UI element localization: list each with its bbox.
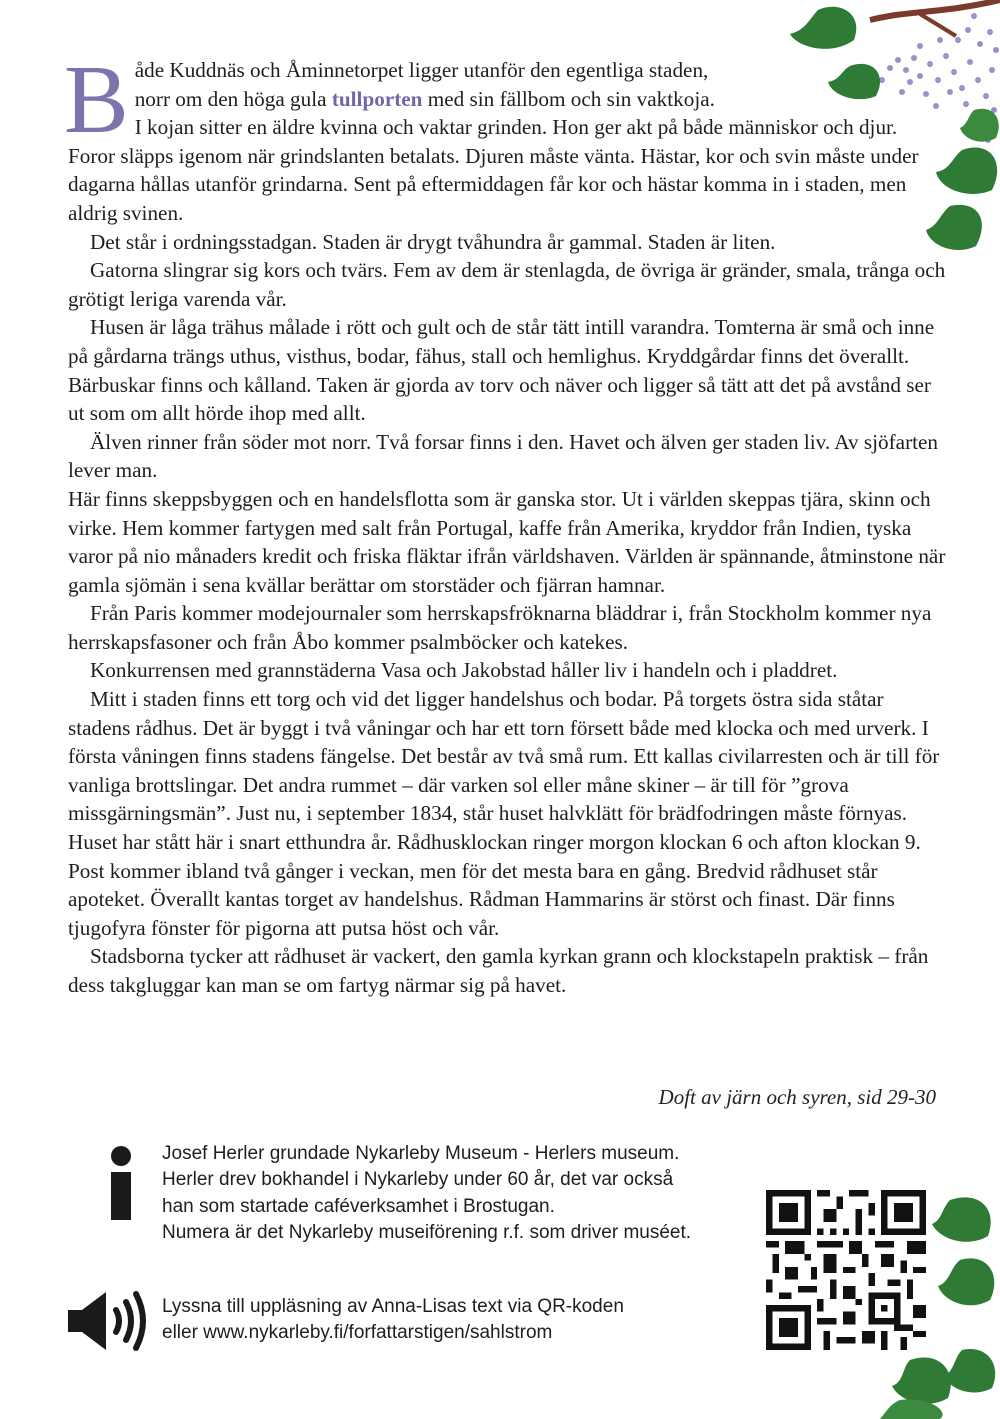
story-paragraph	[64, 46, 948, 228]
line-text: åde Kuddnäs och Åminnetorpet ligger utanför den egentliga staden,	[134, 58, 709, 82]
speaker-icon	[68, 1290, 150, 1352]
story-paragraph: Husen är låga trähus målade i rött och gult och de står tätt intill varandra. Tomterna är små och inne på gårdarna trängs uthus, visthus, bodar, fähus, stall och hemlighus. Kryddgårdar finns det överallt. Bärbuskar finns och kålland. Taken är gjorda av torv och näver och ligger så tätt att det på avstånd ser ut som om allt hörde ihop med allt.	[68, 315, 935, 426]
line-text: I kojan sitter en äldre kvinna och vaktar grinden. Hon ger akt på både människor och djur. Foror släpps igenom när grindslanten betalats. Djuren måste vänta. Hästar, kor och svin måste under dagarna hållas utanför grindarna. Sent på eftermiddagen får kor och hästar komma in i staden, men aldrig svinen.	[68, 115, 919, 225]
story-paragraph: Här finns skeppsbyggen och en handelsflotta som är ganska stor. Ut i världen skeppas tjära, skinn och virke. Hem kommer fartygen med salt från Portugal, kaffe från Amerika, kryddor från Indien, tyska varor på nio månaders kredit och friska fläktar ifrån världshaven. Världen är spännande, åtminstone när gamla sjömän i sena kvällar berättar om storstäder och fjärran hamnar.	[68, 486, 946, 597]
story-paragraph: Stadsborna tycker att rådhuset är vackert, den gamla kyrkan grann och klockstapeln praktisk – från dess takgluggar kan man se om fartyg närmar sig på havet.	[68, 944, 929, 997]
qr-code[interactable]	[766, 1190, 926, 1350]
info-line: Herler drev bokhandel i Nykarleby under 60 år, det var också	[162, 1169, 674, 1191]
info-icon	[108, 1146, 134, 1220]
story-paragraph: Det står i ordningsstadgan. Staden är drygt tvåhundra år gammal. Staden är liten.	[90, 229, 776, 254]
source-citation: Doft av järn och syren, sid 29-30	[658, 1085, 936, 1109]
drop-cap: B	[64, 46, 129, 153]
highlighted-word: tullporten	[331, 86, 423, 111]
info-line: Josef Herler grundade Nykarleby Museum - Herlers museum.	[162, 1143, 680, 1164]
museum-info	[162, 1141, 762, 1246]
story-paragraph: Från Paris kommer modejournaler som herrskapsfröknarna bläddrar i, från Stockholm kommer nya herrskapsfasoner och från Åbo kommer psalmböcker och katekes.	[68, 601, 932, 654]
story-paragraph: Konkurrensen med grannstäderna Vasa och Jakobstad håller liv i handeln och i pladdret.	[90, 658, 838, 683]
info-line: Numera är det Nykarleby museiförening r.f. som driver muséet.	[162, 1221, 692, 1243]
line-text: norr om den höga gula	[134, 86, 332, 111]
audio-line: Lyssna till uppläsning av Anna-Lisas text via QR-koden	[162, 1296, 624, 1317]
info-line: han som startade caféverksamhet i Brostugan.	[162, 1195, 555, 1217]
audio-line: eller www.nykarleby.fi/forfattarstigen/sahlstrom	[162, 1322, 553, 1344]
story-paragraph: Gatorna slingrar sig kors och tvärs. Fem av dem är stenlagda, de övriga är gränder, smala, trånga och grötigt leriga varenda vår.	[68, 258, 946, 311]
line-text: med sin fällbom och sin vaktkoja.	[422, 86, 715, 111]
story-paragraph: Älven rinner från söder mot norr. Två forsar finns i den. Havet och älven ger staden liv. Av sjöfarten lever man.	[68, 429, 939, 483]
story-text	[64, 46, 948, 1000]
audio-info	[162, 1294, 762, 1347]
story-paragraph: Mitt i staden finns ett torg och vid det ligger handelshus och bodar. På torgets östra sida ståtar stadens rådhus. Det är byggt i två våningar och har ett torn försett både med klocka och med urverk. I första våningen finns stadens fängelse. Det består av två små rum. Ett kallas civilarresten och är till för vanliga brottslingar. Det andra rummet – där varken sol eller måne skiner – är till för ”grova missgärningsmän”. Just nu, i september 1834, står huset halvklätt för brädfodringen måste förnyas. Huset har stått här i snart etthundra år. Rådhusklockan ringer morgon klockan 6 och afton klockan 9. Post kommer ibland två gånger i veckan, men för det mesta bara en gång. Bredvid rådhuset står apoteket. Överallt kantas torget av handelshus. Rådman Hammarins är störst och finast. Där finns tjugofyra fönster för pigorna att putsa höst och vår.	[68, 687, 940, 940]
